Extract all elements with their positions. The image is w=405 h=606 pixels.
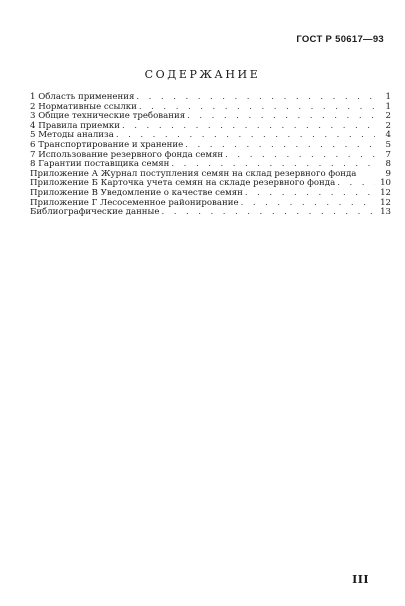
toc-entry-label: 5 Методы анализа [30,130,114,141]
toc-entry-page: 12 [380,197,391,208]
toc-leader-dots [337,179,375,189]
toc-entry-page: 2 [385,120,391,131]
toc-entry-label: Приложение Б Карточка учета семян на складе резервного фонда [30,178,336,189]
toc-entry-page: 5 [385,139,391,150]
toc-leader-dots [225,151,375,161]
toc-entry-label: Приложение В Уведомление о качестве семян [30,187,243,198]
toc-entry-label: Библиографические данные [30,207,160,218]
standard-code: ГОСТ Р 50617—93 [296,34,384,45]
toc-entry-label: Приложение А Журнал поступления семян на склад резервного фонда [30,168,357,179]
toc-entry-label: 7 Использование резервного фонда семян [30,149,224,160]
toc-entry-label: 8 Гарантии поставщика семян [30,159,170,170]
toc-entry-page: 4 [385,130,391,141]
toc-entry-page: 10 [380,178,391,189]
toc-leader-dots [241,199,375,209]
toc-leader-dots [136,93,375,103]
toc-entry[interactable] [30,208,391,218]
toc-leader-dots [161,208,375,218]
toc-leader-dots [245,189,375,199]
table-of-contents [30,93,391,218]
toc-entry-label: 1 Область применения [30,92,135,102]
page-number: III [352,573,369,586]
toc-entry-page: 1 [385,101,391,112]
toc-entry-label: Приложение Г Лесосеменное районирование [30,197,239,208]
toc-entry-label: 3 Общие технические требования [30,111,186,122]
toc-entry-label: 2 Нормативные ссылки [30,101,137,112]
toc-entry-label: 6 Транспортирование и хранение [30,139,184,150]
toc-title: СОДЕРЖАНИЕ [144,68,261,81]
toc-entry-page: 8 [385,159,391,170]
toc-entry-page: 12 [380,187,391,198]
toc-entry-page: 9 [385,168,391,179]
toc-entry-page: 7 [385,149,391,160]
toc-leader-dots [187,112,375,122]
toc-entry-label: 4 Правила приемки [30,120,121,131]
toc-entry-page: 13 [380,207,391,218]
toc-entry-page: 2 [385,111,391,122]
toc-leader-dots [122,122,375,132]
toc-entry-page: 1 [385,92,391,102]
